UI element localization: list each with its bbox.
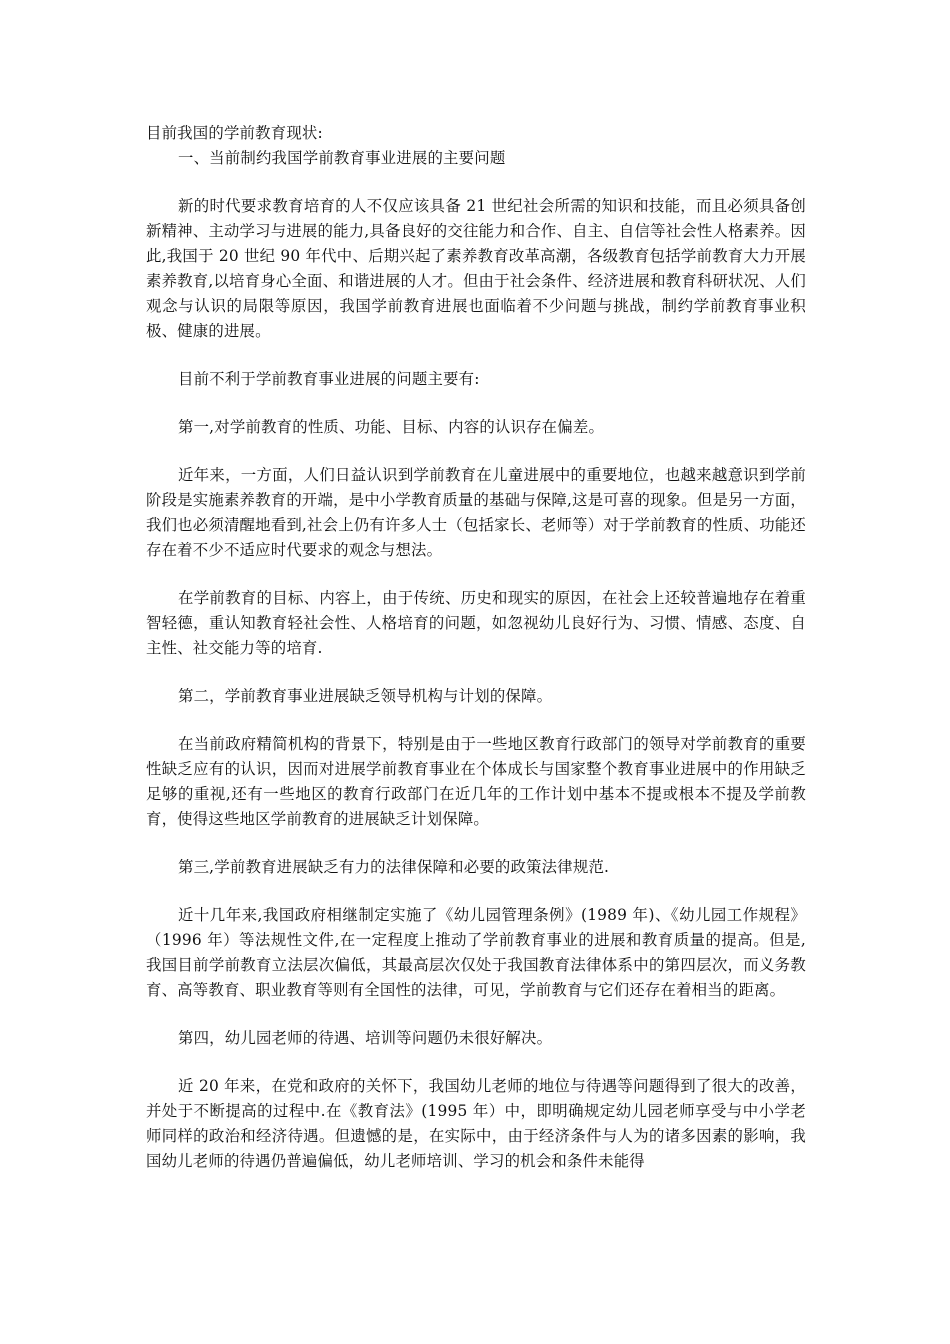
paragraph-intro: 新的时代要求教育培育的人不仅应该具备 21 世纪社会所需的知识和技能，而且必须具备创新精神、主动学习与进展的能力,具备良好的交往能力和合作、自主、自信等社会性人格素养。因此,我国于 20 世纪 90 年代中、后期兴起了素养教育改革高潮，各级教育包括学前教育大力开展素养教育,以培育身心全面、和谐进展的人才。但由于社会条件、经济进展和教育科研状况、人们观念与认识的局限等原因，我国学前教育进展也面临着不少问题与挑战，制约学前教育事业积极、健康的进展。	[146, 197, 806, 340]
paragraph-spacer	[146, 171, 806, 194]
document-body	[146, 121, 806, 1174]
paragraph-second: 在当前政府精简机构的背景下，特别是由于一些地区教育行政部门的领导对学前教育的重要性缺乏应有的认识，因而对进展学前教育事业在个体成长与国家整个教育事业进展中的作用缺乏足够的重视,还有一些地区的教育行政部门在近几年的工作计划中基本不提或根本不提及学前教育，使得这些地区学前教育的进展缺乏计划保障。	[146, 735, 806, 828]
subheading-second: 第二，学前教育事业进展缺乏领导机构与计划的保障。	[178, 687, 553, 705]
subheading-third: 第三,学前教育进展缺乏有力的法律保障和必要的政策法律规范.	[178, 858, 610, 876]
subheading-first: 第一,对学前教育的性质、功能、目标、内容的认识存在偏差。	[178, 418, 605, 436]
paragraph-first-b: 在学前教育的目标、内容上，由于传统、历史和现实的原因，在社会上还较普遍地存在着重智轻德，重认知教育轻社会性、人格培育的问题，如忽视幼儿良好行为、习惯、情感、态度、自主性、社交能力等的培育.	[146, 589, 806, 657]
paragraph-spacer	[146, 880, 806, 903]
paragraph-spacer	[146, 344, 806, 367]
paragraph-spacer	[146, 709, 806, 732]
document-title: 目前我国的学前教育现状:	[146, 124, 323, 142]
paragraph-spacer	[146, 1003, 806, 1026]
paragraph-first-a: 近年来，一方面，人们日益认识到学前教育在儿童进展中的重要地位，也越来越意识到学前阶段是实施素养教育的开端，是中小学教育质量的基础与保障,这是可喜的现象。但是另一方面，我们也必须清醒地看到,社会上仍有许多人士（包括家长、老师等）对于学前教育的性质、功能还存在着不少不适应时代要求的观念与想法。	[146, 466, 806, 559]
paragraph-third: 近十几年来,我国政府相继制定实施了《幼儿园管理条例》(1989 年)、《幼儿园工作规程》（1996 年）等法规性文件,在一定程度上推动了学前教育事业的进展和教育质量的提高。但是,我国目前学前教育立法层次偏低，其最高层次仅处于我国教育法律体系中的第四层次，而义务教育、高等教育、职业教育等则有全国性的法律，可见，学前教育与它们还存在着相当的距离。	[146, 906, 806, 999]
paragraph-fourth: 近 20 年来，在党和政府的关怀下，我国幼儿老师的地位与待遇等问题得到了很大的改善，并处于不断提高的过程中.在《教育法》(1995 年）中，即明确规定幼儿园老师享受与中小学老师同样的政治和经济待遇。但遗憾的是，在实际中，由于经济条件与人为的诸多因素的影响，我国幼儿老师的待遇仍普遍偏低，幼儿老师培训、学习的机会和条件未能得	[146, 1077, 806, 1170]
paragraph-spacer	[146, 661, 806, 684]
paragraph-problems-intro: 目前不利于学前教育事业进展的问题主要有:	[178, 370, 480, 388]
paragraph-spacer	[146, 440, 806, 463]
paragraph-spacer	[146, 832, 806, 855]
paragraph-spacer	[146, 392, 806, 415]
subheading-fourth: 第四，幼儿园老师的待遇、培训等问题仍未很好解决。	[178, 1029, 553, 1047]
paragraph-spacer	[146, 1051, 806, 1074]
section-heading: 一、当前制约我国学前教育事业进展的主要问题	[178, 149, 506, 167]
paragraph-spacer	[146, 563, 806, 586]
